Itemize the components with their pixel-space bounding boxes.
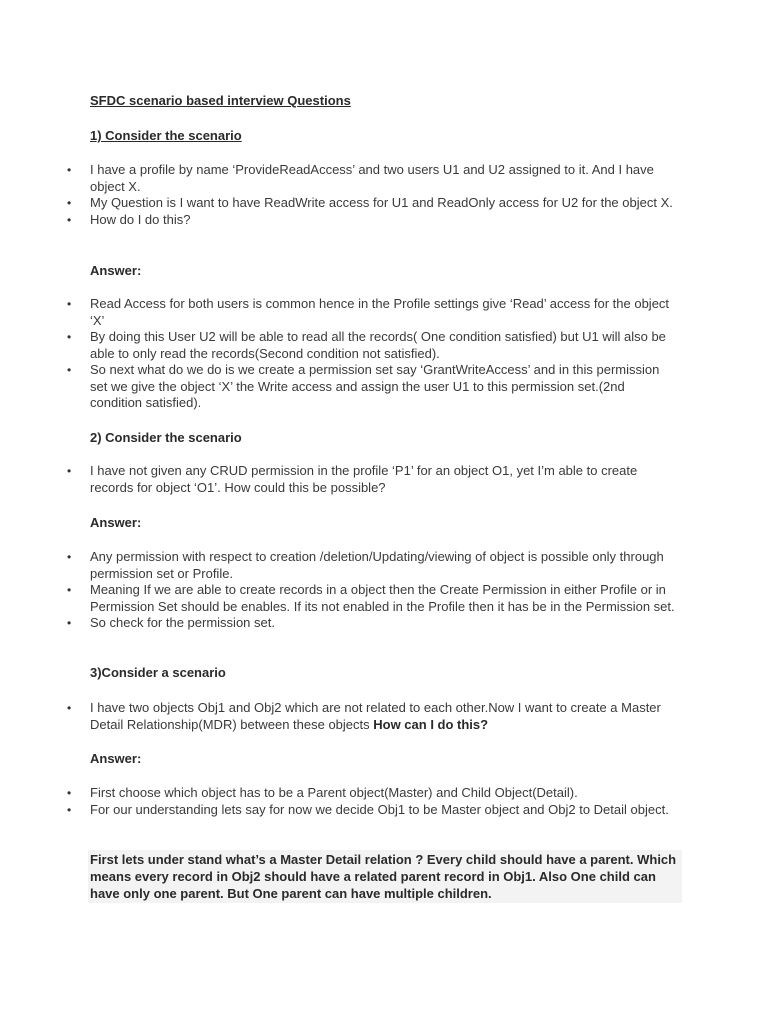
bullet-icon: • [67, 550, 72, 564]
bullet-bold-question: How can I do this? [373, 716, 489, 732]
bullet-text: I have two objects Obj1 and Obj2 which are not related to each other.Now I want to create a Master Detail Relationship(MDR) between these objects [90, 700, 661, 732]
bullet-icon: • [67, 330, 72, 344]
section-1-question-list [0, 162, 700, 228]
bullet-icon: • [67, 786, 72, 800]
bullet-icon: • [67, 464, 72, 478]
section-3-answer-list [0, 785, 700, 818]
bullet-text: So next what do we do is we create a permission set say ‘GrantWriteAccess’ and in this permission set we give the object ‘X’ the Write access and assign the user U1 to this permission set.(2nd condition satisfied). [90, 362, 660, 410]
section-3-answer-label: Answer: [90, 751, 142, 766]
bullet-text: My Question is I want to have ReadWrite access for U1 and ReadOnly access for U2 for the object X. [90, 195, 673, 210]
bullet-text: Read Access for both users is common hence in the Profile settings give ‘Read’ access for the object ‘X’ [90, 296, 670, 328]
bullet-icon: • [67, 802, 72, 817]
bullet-icon: • [67, 363, 72, 377]
list-item [0, 802, 700, 819]
list-item [0, 162, 700, 195]
section-3-question-list [0, 700, 700, 733]
bullet-text: For our understanding lets say for now we decide Obj1 to be Master object and Obj2 to Detail object. [90, 801, 669, 817]
bullet-icon: • [67, 583, 72, 597]
section-2-answer-list [0, 549, 700, 632]
list-item [0, 296, 700, 329]
bullet-text: How do I do this? [90, 211, 191, 227]
bullet-icon: • [67, 196, 72, 210]
bullet-text: Any permission with respect to creation /deletion/Updating/viewing of object is possible only through permission set or Profile. [90, 549, 664, 581]
bullet-icon: • [67, 163, 72, 177]
section-2-question-list [0, 463, 700, 496]
list-item [0, 463, 700, 496]
section-3-heading: 3)Consider a scenario [90, 665, 226, 680]
bullet-icon: • [67, 701, 72, 715]
section-2-heading: 2) Consider the scenario [90, 430, 242, 445]
list-item [0, 582, 700, 615]
list-item [0, 362, 700, 412]
section-1-answer-label: Answer: [90, 263, 142, 278]
bullet-text: I have not given any CRUD permission in the profile ‘P1’ for an object O1, yet I’m able to create records for object ‘O1’. How could this be possible? [90, 463, 638, 495]
section-1-answer-list [0, 296, 700, 412]
bullet-text: I have a profile by name ‘ProvideReadAccess’ and two users U1 and U2 assigned to it. And I have object X. [90, 162, 654, 194]
master-detail-note: First lets under stand what’s a Master Detail relation ? Every child should have a parent. Which means every record in Obj2 should have a related parent record in Obj1. Also One child can have only one parent. But One parent can have multiple children. [88, 850, 682, 903]
section-2-answer-label: Answer: [90, 515, 142, 530]
list-item [0, 549, 700, 582]
list-item [0, 212, 700, 229]
list-item [0, 615, 700, 632]
bullet-icon: • [67, 297, 72, 311]
document-title: SFDC scenario based interview Questions [90, 93, 351, 108]
list-item [0, 785, 700, 802]
section-1-heading: 1) Consider the scenario [90, 128, 242, 143]
bullet-text: By doing this User U2 will be able to read all the records( One condition satisfied) but U1 will also be able to only read the records(Second condition not satisfied). [90, 329, 666, 361]
bullet-text: First choose which object has to be a Parent object(Master) and Child Object(Detail). [90, 785, 578, 800]
bullet-icon: • [67, 212, 72, 227]
list-item [0, 329, 700, 362]
bullet-text: Meaning If we are able to create records in a object then the Create Permission in either Profile or in Permission Set should be enables. If its not enabled in the Profile then it has be in the Permission set. [90, 582, 675, 614]
bullet-text: So check for the permission set. [90, 615, 275, 630]
bullet-icon: • [67, 616, 72, 630]
list-item [0, 700, 700, 733]
list-item [0, 195, 700, 212]
